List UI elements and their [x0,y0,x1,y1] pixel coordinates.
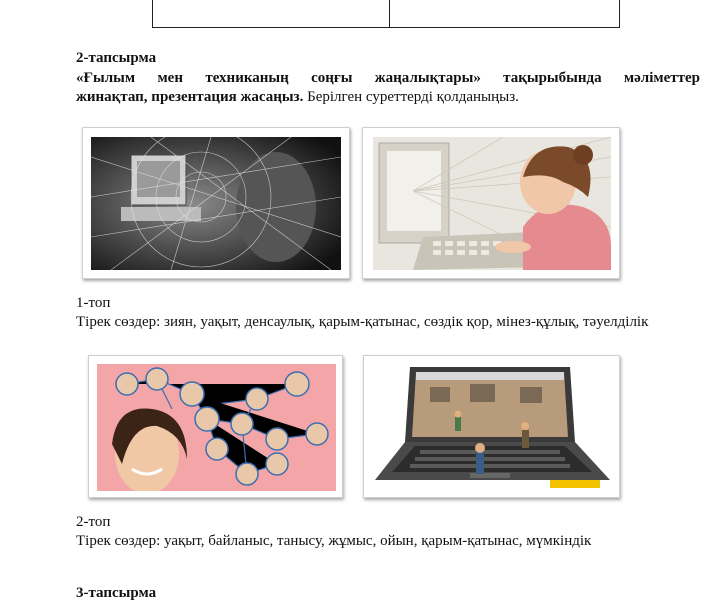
web-entangled-computer-icon [91,137,341,270]
table-column-divider [389,0,390,27]
table-fragment [152,0,620,28]
group1-keywords-label: Тірек сөздер: [76,314,161,330]
task2-instruction-bold: жинақтап, презентация жасаңыз. [76,89,304,105]
group1-keywords [76,313,716,332]
group1-keywords-list: зиян, уақыт, денсаулық, қарым-қатынас, сөздік қор, мінез-құлық, тәуелділік [160,314,649,330]
task2-instruction-normal: Берілген суреттерді қолданыңыз. [303,89,519,105]
photo-girl-computer [362,127,620,279]
group2-keywords: Тірек сөздер: уақыт, байланыс, танысу, жұмыс, ойын, қарым-қатынас, мүмкіндік [76,533,592,549]
task2-instruction-line2 [76,88,700,107]
laptop-virtual-world-icon [370,362,615,493]
photo-web-computer [82,127,350,279]
group1-label: 1-топ [76,295,111,311]
social-network-faces-icon [97,364,336,491]
task2-instruction-line1: «Ғылым мен техниканың соңғы жаңалықтары» тақырыбында мәліметтер [76,70,700,86]
girl-at-computer-icon [373,137,611,270]
task3-heading: 3-тапсырма [76,585,157,601]
group2-label: 2-топ [76,514,111,530]
photo-laptop-virtual-world [363,355,620,498]
task2-heading: 2-тапсырма [76,50,157,66]
photo-social-network [88,355,343,498]
